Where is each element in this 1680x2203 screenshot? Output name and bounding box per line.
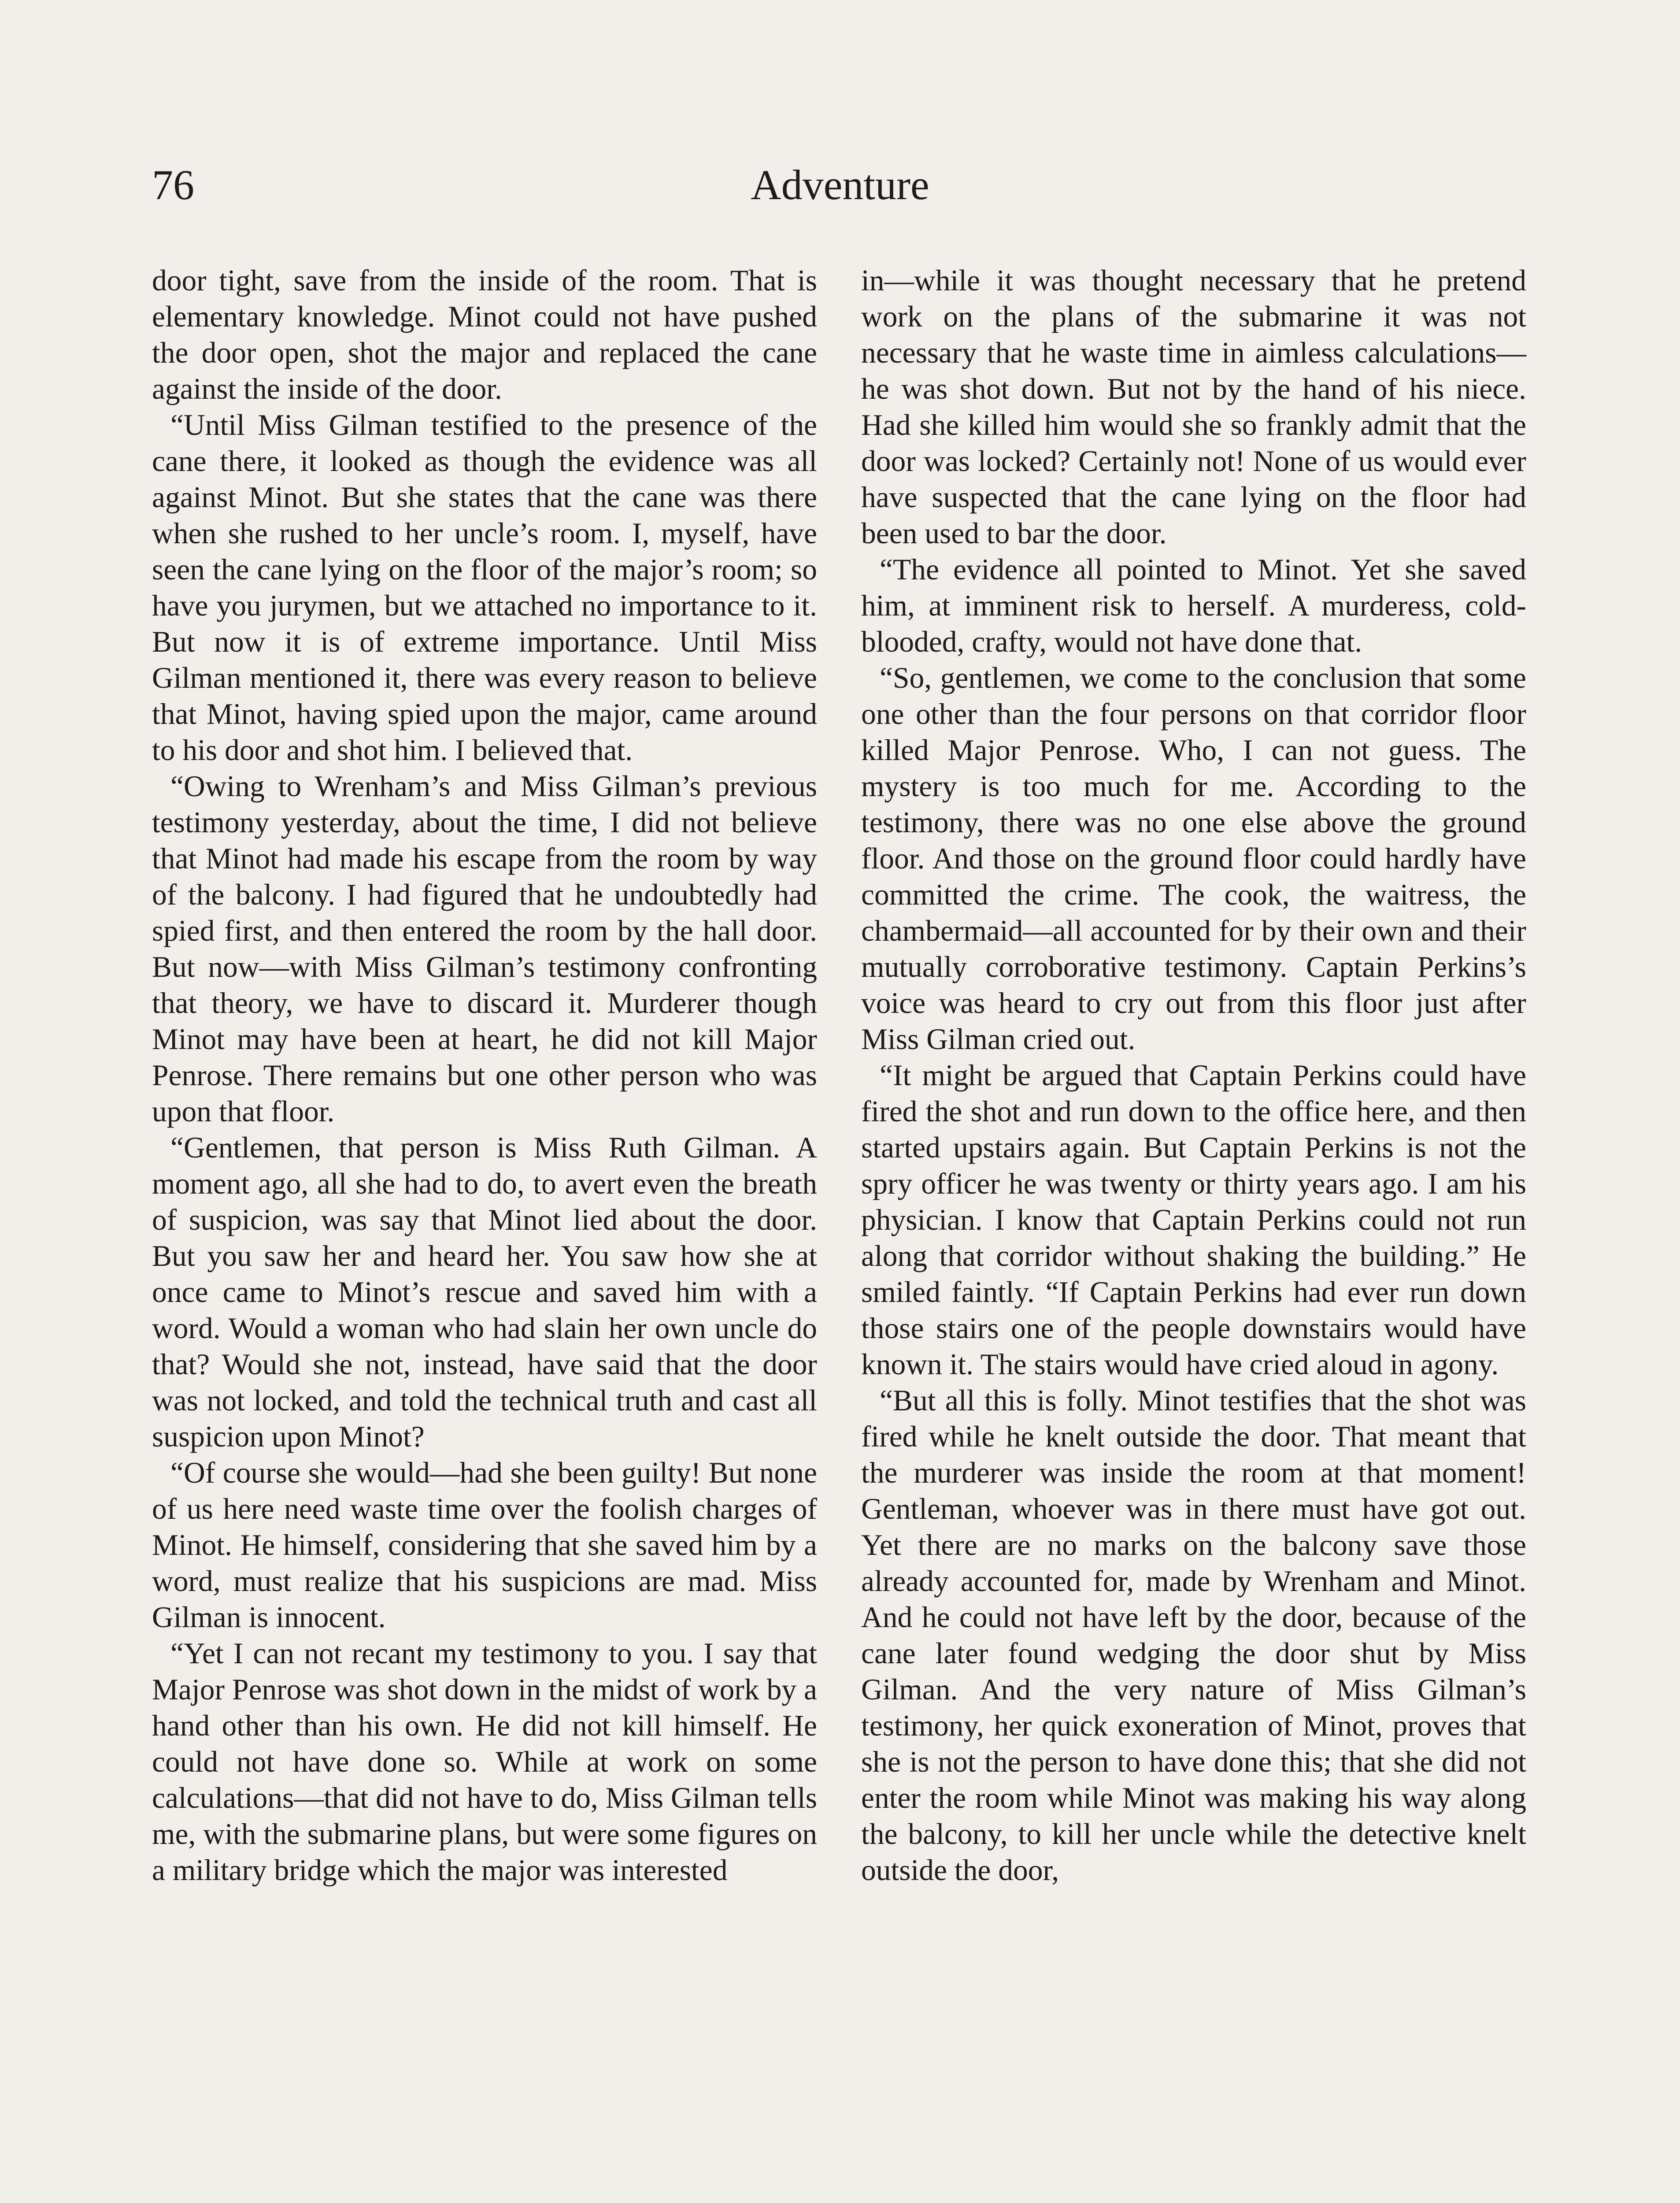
page-number: 76 <box>152 161 194 208</box>
paragraph: “Gentlemen, that person is Miss Ruth Gilman. A moment ago, all she had to do, to avert even the breath of suspicion, was say that Minot lied about the door. But you saw her and heard her. You saw how she at once came to Minot’s rescue and saved him with a word. Would a woman who had slain her own uncle do that? Would she not, instead, have said that the door was not locked, and told the technical truth and cast all suspicion upon Minot? <box>152 1131 817 1453</box>
right-column <box>861 263 1526 1888</box>
paragraph: “The evidence all pointed to Minot. Yet she saved him, at imminent risk to herself. A murderess, cold-blooded, crafty, would not have done that. <box>861 553 1526 658</box>
paragraph: “It might be argued that Captain Perkins could have fired the shot and run down to the office here, and then started upstairs again. But Captain Perkins is not the spry officer he was twenty or thirty years ago. I am his physician. I know that Captain Perkins could not run along that corridor without shaking the building.” He smiled faintly. “If Captain Perkins had ever run down those stairs one of the people downstairs would have known it. The stairs would have cried aloud in agony. <box>861 1059 1526 1381</box>
paragraph: “Until Miss Gilman testified to the presence of the cane there, it looked as though the evidence was all against Minot. But she states that the cane was there when she rushed to her uncle’s room. I, myself, have seen the cane lying on the floor of the major’s room; so have you jurymen, but we attached no importance to it. But now it is of extreme importance. Until Miss Gilman mentioned it, there was every reason to believe that Minot, having spied upon the major, came around to his door and shot him. I believed that. <box>152 408 817 767</box>
paragraph: door tight, save from the inside of the room. That is elementary knowledge. Minot could not have pushed the door open, shot the major and replaced the cane against the inside of the door. <box>152 264 817 405</box>
paragraph: “So, gentlemen, we come to the conclusion that some one other than the four persons on that corridor floor killed Major Penrose. Who, I can not guess. The mystery is too much for me. According to the testimony, there was no one else above the ground floor. And those on the ground floor could hardly have committed the crime. The cook, the waitress, the chambermaid—all accounted for by their own and their mutually corroborative testimony. Captain Perkins’s voice was heard to cry out from this floor just after Miss Gilman cried out. <box>861 661 1526 1056</box>
left-column <box>152 263 817 1888</box>
running-title: Adventure <box>751 161 929 208</box>
paragraph: “Owing to Wrenham’s and Miss Gilman’s previous testimony yesterday, about the time, I did not believe that Minot had made his escape from the room by way of the balcony. I had figured that he undoubtedly had spied first, and then entered the room by the hall door. But now—with Miss Gilman’s testimony confronting that theory, we have to discard it. Murderer though Minot may have been at heart, he did not kill Major Penrose. There remains but one other person who was upon that floor. <box>152 770 817 1128</box>
paragraph: “Of course she would—had she been guilty! But none of us here need waste time over the foolish charges of Minot. He himself, considering that she saved him by a word, must realize that his suspicions are mad. Miss Gilman is innocent. <box>152 1456 817 1634</box>
paragraph: in—while it was thought necessary that he pretend work on the plans of the submarine it was not necessary that he waste time in aimless calculations—he was shot down. But not by the hand of his niece. Had she killed him would she so frankly admit that the door was locked? Certainly not! None of us would ever have suspected that the cane lying on the floor had been used to bar the door. <box>861 264 1526 550</box>
paragraph: “Yet I can not recant my testimony to you. I say that Major Penrose was shot down in the midst of work by a hand other than his own. He did not kill himself. He could not have done so. While at work on some calculations—that did not have to do, Miss Gilman tells me, with the submarine plans, but were some figures on a military bridge which the major was interested <box>152 1637 817 1887</box>
paragraph: “But all this is folly. Minot testifies that the shot was fired while he knelt outside the door. That meant that the murderer was inside the room at that moment! Gentleman, whoever was in there must have got out. Yet there are no marks on the balcony save those already accounted for, made by Wrenham and Minot. And he could not have left by the door, because of the cane later found wedging the door shut by Miss Gilman. And the very nature of Miss Gilman’s testimony, her quick exoneration of Minot, proves that she is not the person to have done this; that she did not enter the room while Minot was making his way along the balcony, to kill her uncle while the detective knelt outside the door, <box>861 1384 1526 1887</box>
